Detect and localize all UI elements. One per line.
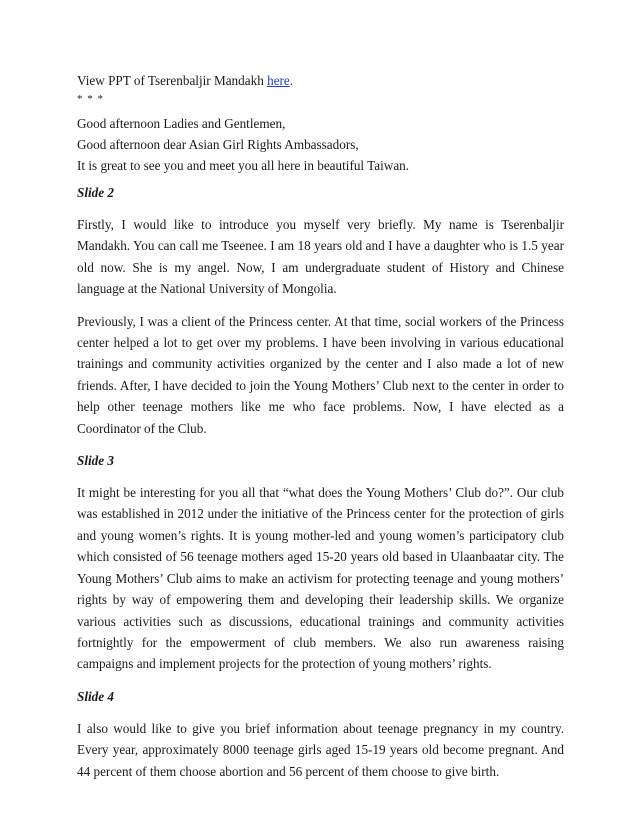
slide-3-heading: Slide 3 [77,453,114,469]
slide-2-paragraph-1: Firstly, I would like to introduce you myself very briefly. My name is Tserenbaljir Mandakh. You can call me Tseenee. I am 18 years old and I have a daughter who is 1.5 year old now. She is my angel. Now, I am undergraduate student of History and Chinese language at the National University of Mongolia. [77,217,564,297]
slide-2-heading: Slide 2 [77,185,114,200]
here-link[interactable]: here [267,73,290,88]
greeting-line: It is great to see you and meet you all here in beautiful Taiwan. [77,158,410,173]
slide-4-heading: Slide 4 [77,688,114,704]
document-page [77,70,564,793]
ppt-link-prefix: View PPT of Tserenbaljir Mandakh [77,73,268,88]
section-separator: * * * [77,93,104,105]
slide-4-paragraph-1: I also would like to give you brief information about teenage pregnancy in my country. Every year, approximately 8000 teenage girls aged 15-19 years old become pregnant. And 44 percent of them choose abortion and 56 percent of them choose to give birth. [77,720,564,779]
greeting-line: Good afternoon Ladies and Gentlemen, [77,116,286,131]
ppt-link-line [77,70,564,91]
ppt-link-suffix: . [289,73,294,88]
slide-3-paragraph-1: It might be interesting for you all that “what does the Young Mothers’ Club do?”. Our club was established in 2012 under the initiative of the Princess center for the protection of girls and young women’s rights. It is young mother-led and young women’s participatory club which consisted of 56 teenage mothers aged 15-20 years old based in Ulaanbaatar city. The Young Mothers’ Club aims to make an activism for protecting teenage and young mothers’ rights by way of empowering them and developing their leadership skills. We organize various activities such as discussions, educational trainings and community activities fortnightly for the empowerment of club members. We also run awareness raising campaigns and implement projects for the protection of young mothers’ rights. [77,485,564,672]
slide-2-paragraph-2: Previously, I was a client of the Princess center. At that time, social workers of the Princess center helped a lot to get over my problems. I have been involving in various educational trainings and community activities organized by the center and I also made a lot of new friends. After, I have decided to join the Young Mothers’ Club next to the center in order to help other teenage mothers like me who face problems. Now, I have elected as a Coordinator of the Club. [77,313,564,436]
greeting-line: Good afternoon dear Asian Girl Rights Ambassadors, [77,137,359,152]
